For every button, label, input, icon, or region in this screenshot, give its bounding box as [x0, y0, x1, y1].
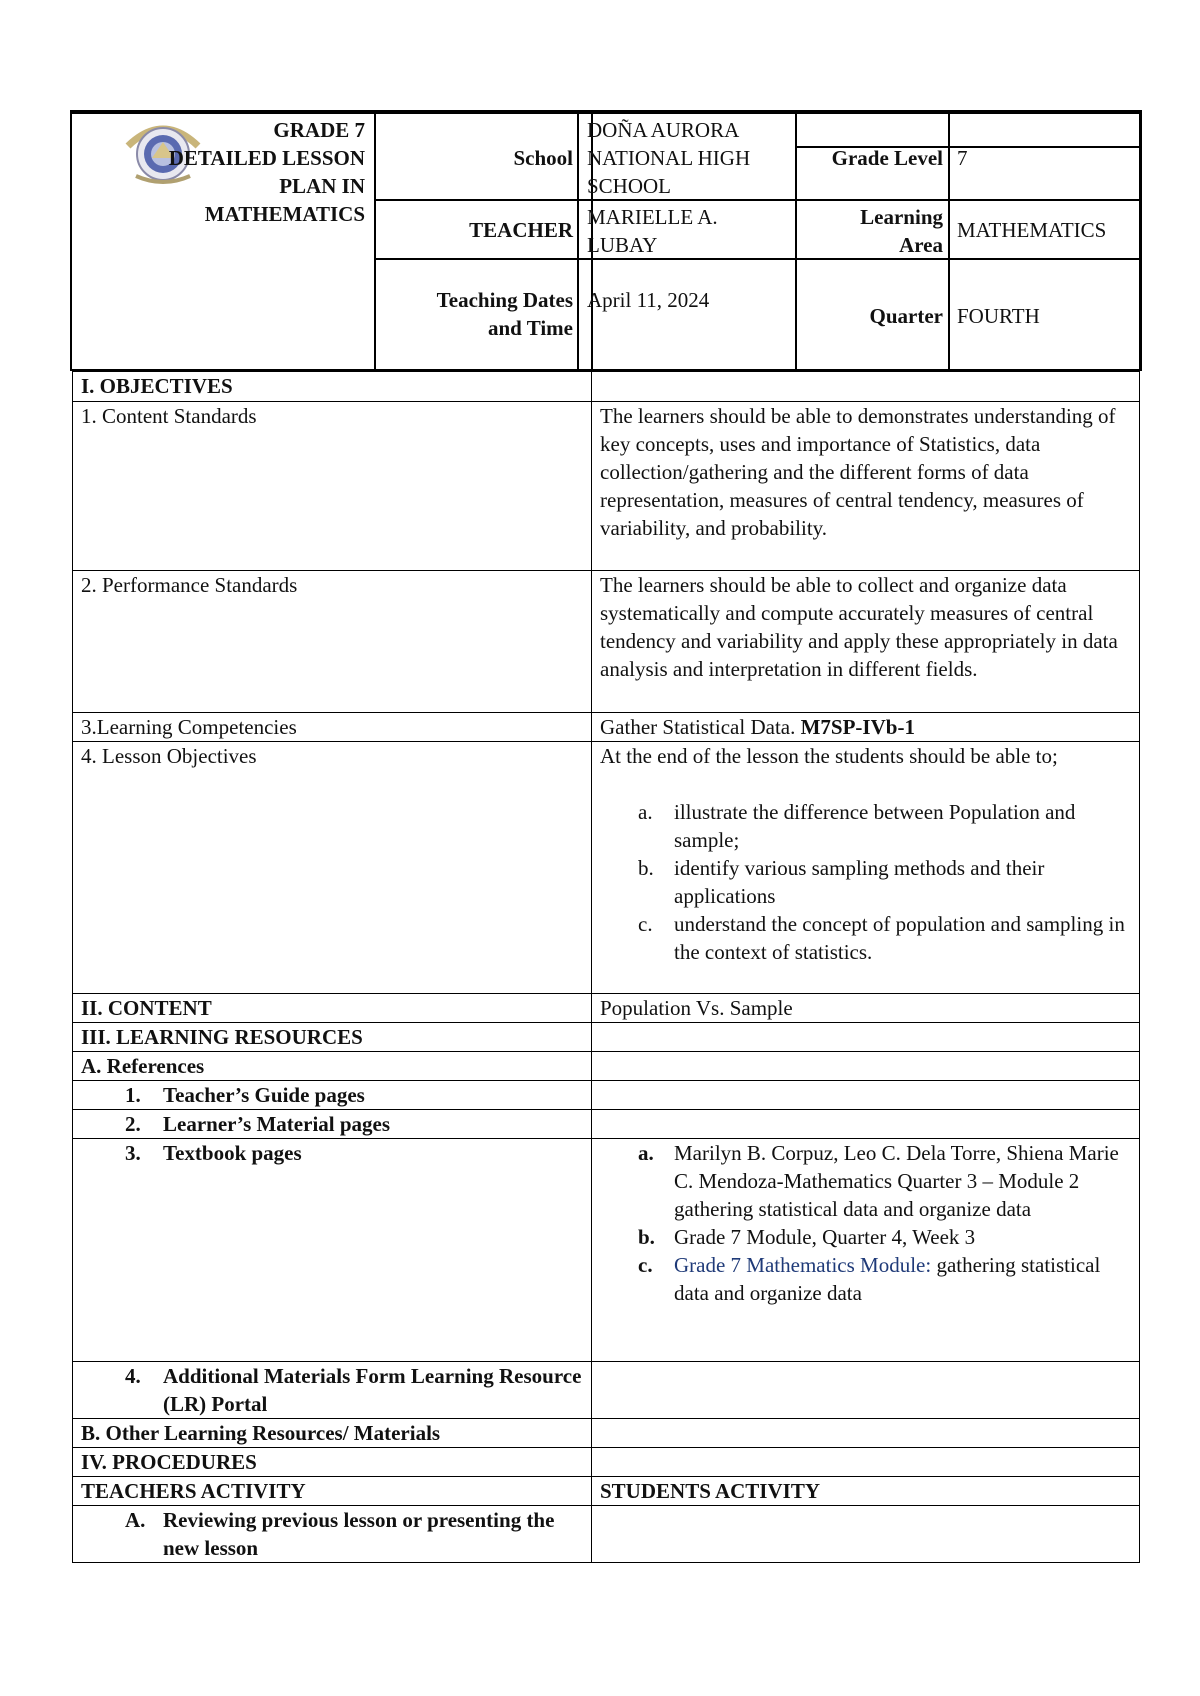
teacher-label: TEACHER [469, 218, 573, 242]
teachers-guide-label: 1. Teacher’s Guide pages [73, 1081, 592, 1110]
table-row [73, 1506, 1140, 1563]
dates-label-line-1: Teaching Dates [436, 288, 573, 312]
teacher-value-line-1: MARIELLE A. [587, 205, 718, 229]
school-value-line-3: SCHOOL [587, 174, 672, 198]
content-standards-label: 1. Content Standards [73, 402, 592, 571]
table-row [73, 402, 1140, 571]
procedure-item-a: A. Reviewing previous lesson or presenting the new lesson [73, 1506, 592, 1563]
table-row [73, 1081, 1140, 1110]
teachers-activity-header: TEACHERS ACTIVITY [73, 1477, 592, 1506]
plan-title-line-1: GRADE 7 [273, 118, 365, 142]
table-row [73, 1419, 1140, 1448]
grade-level-value: 7 [957, 146, 968, 170]
plan-title-line-2: DETAILED LESSON [168, 146, 365, 170]
learners-material-label: 2. Learner’s Material pages [73, 1110, 592, 1139]
table-row [73, 1448, 1140, 1477]
empty-cell [592, 1023, 1140, 1052]
empty-cell [592, 1110, 1140, 1139]
teacher-value-line-2: LUBAY [587, 233, 658, 257]
students-activity-header: STUDENTS ACTIVITY [592, 1477, 1140, 1506]
empty-cell [592, 372, 1140, 402]
textbook-ref-item: b. Grade 7 Module, Quarter 4, Week 3 [638, 1225, 976, 1249]
content-value: Population Vs. Sample [592, 994, 1140, 1023]
content-heading: II. CONTENT [73, 994, 592, 1023]
competencies-label: 3.Learning Competencies [73, 713, 592, 742]
objective-item: c. understand the concept of population and sampling in the context of statistics. [638, 912, 1125, 964]
competencies-cell [592, 713, 1140, 742]
quarter-label: Quarter [869, 304, 943, 328]
table-row [73, 1139, 1140, 1362]
quarter-value: FOURTH [957, 304, 1040, 328]
procedures-heading: IV. PROCEDURES [73, 1448, 592, 1477]
other-resources-label: B. Other Learning Resources/ Materials [73, 1419, 592, 1448]
dates-value: April 11, 2024 [587, 288, 710, 312]
empty-cell [592, 1419, 1140, 1448]
performance-standards-label: 2. Performance Standards [73, 571, 592, 713]
performance-standards-text: The learners should be able to collect and organize data systematically and compute accurately measures of central tendency and variability and apply these appropriately in data analysis and interpretation in different fields. [592, 571, 1140, 713]
dates-label-line-2: and Time [487, 316, 573, 340]
lesson-objectives-label: 4. Lesson Objectives [73, 742, 592, 994]
module-link[interactable]: Grade 7 Mathematics Module: [674, 1253, 932, 1277]
table-row [73, 713, 1140, 742]
learning-area-label-line-1: Learning [860, 205, 943, 229]
table-row [73, 994, 1140, 1023]
competencies-text: Gather Statistical Data. [600, 715, 796, 739]
learning-area-value: MATHEMATICS [957, 218, 1107, 242]
school-value-line-2: NATIONAL HIGH [587, 146, 751, 170]
plan-title-line-4: MATHEMATICS [204, 202, 365, 226]
table-row [73, 1023, 1140, 1052]
learning-area-label-line-2: Area [899, 233, 943, 257]
competency-code: M7SP-IVb-1 [800, 715, 915, 739]
content-standards-text: The learners should be able to demonstrates understanding of key concepts, uses and importance of Statistics, data collection/gathering and the different forms of data representation, measures of central tendency, measures of variability, and probability. [592, 402, 1140, 571]
textbook-ref-item: a. Marilyn B. Corpuz, Leo C. Dela Torre, Shiena Marie C. Mendoza-Mathematics Quarter 3 – Module 2 gathering statistical data and organize data [638, 1141, 1119, 1221]
empty-cell [592, 1081, 1140, 1110]
table-row [73, 742, 1140, 994]
objectives-heading: I. OBJECTIVES [73, 372, 592, 402]
lesson-objectives-cell [592, 742, 1140, 994]
textbook-pages-label: 3. Textbook pages [73, 1139, 592, 1362]
table-row [73, 1477, 1140, 1506]
references-label: A. References [73, 1052, 592, 1081]
objective-item: b. identify various sampling methods and their applications [638, 856, 1045, 908]
textbook-refs-cell [592, 1139, 1140, 1362]
school-value-line-1: DOÑA AURORA [587, 118, 740, 142]
lesson-plan-table [72, 371, 1140, 1563]
plan-title-line-3: PLAN IN [279, 174, 365, 198]
empty-cell [592, 1506, 1140, 1563]
empty-cell [592, 1362, 1140, 1419]
table-row [73, 1110, 1140, 1139]
textbook-ref-item: c. Grade 7 Mathematics Module: gathering statistical data and organize data [638, 1253, 1101, 1305]
table-row [73, 1362, 1140, 1419]
table-row [73, 571, 1140, 713]
empty-cell [592, 1052, 1140, 1081]
table-row [73, 372, 1140, 402]
school-label: School [513, 146, 573, 170]
grade-level-label: Grade Level [831, 146, 943, 170]
lesson-objectives-intro: At the end of the lesson the students should be able to; [600, 744, 1058, 768]
objective-item: a. illustrate the difference between Population and sample; [638, 800, 1076, 852]
additional-materials-label: 4. Additional Materials Form Learning Resource (LR) Portal [73, 1362, 592, 1419]
table-row [73, 1052, 1140, 1081]
resources-heading: III. LEARNING RESOURCES [73, 1023, 592, 1052]
empty-cell [592, 1448, 1140, 1477]
